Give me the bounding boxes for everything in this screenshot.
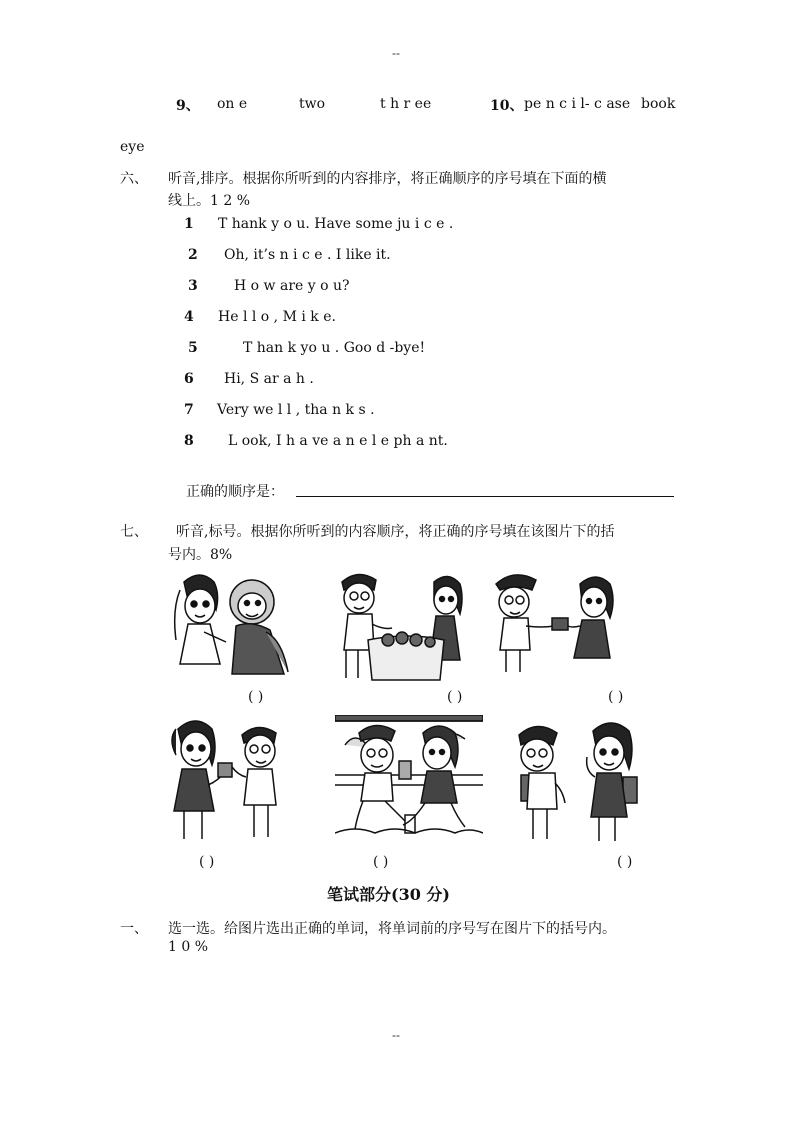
q10-number: 10、 [490, 98, 524, 114]
header-dashes: -- [392, 46, 400, 60]
q10-word-1: pe n c i l- c ase [524, 96, 631, 112]
written-part-title: 笔试部分(30 分) [327, 885, 450, 904]
sentence-3-text: H o w are y o u? [234, 278, 350, 294]
section6-instruction-line1: 听音,排序。根据你所听到的内容排序，将正确顺序的序号填在下面的横 [168, 171, 607, 187]
sentence-8-number: 8 [184, 433, 194, 449]
sentence-5-number: 5 [188, 340, 198, 356]
q9-word-1: on e [217, 96, 248, 112]
answer-paren-4[interactable]: ( ) [199, 854, 215, 870]
answer-paren-1[interactable]: ( ) [248, 689, 264, 705]
sentence-4-number: 4 [184, 309, 194, 325]
answer-paren-5[interactable]: ( ) [373, 854, 389, 870]
answer-blank-line[interactable] [296, 496, 674, 497]
picture-girl-shows-toy [166, 715, 301, 845]
sentence-1-number: 1 [184, 216, 194, 232]
section1-instruction-line2: 1 0 % [168, 939, 209, 955]
section7-instruction-line1: 听音,标号。根据你所听到的内容顺序，将正确的序号填在该图片下的括 [176, 524, 615, 540]
footer-dashes: -- [392, 1028, 400, 1042]
sentence-7-number: 7 [184, 402, 194, 418]
section6-label: 六、 [120, 171, 148, 187]
sentence-6-number: 6 [184, 371, 194, 387]
sentence-3-number: 3 [188, 278, 198, 294]
picture-girl-and-lion [166, 570, 296, 678]
sentence-8-text: L ook, I h a ve a n e l e ph a nt. [228, 433, 448, 449]
q10-word-eye: eye [120, 139, 145, 155]
sentence-2-text: Oh, it’s n i c e . I like it. [224, 247, 391, 263]
picture-boy-girl-at-table [332, 570, 472, 685]
q9-word-3: t h r ee [380, 96, 432, 112]
answer-paren-2[interactable]: ( ) [447, 689, 463, 705]
picture-boy-gives-gift [490, 570, 630, 675]
picture-kids-with-backpacks [515, 715, 640, 845]
sentence-4-text: He l l o , M i k e. [218, 309, 336, 325]
sentence-2-number: 2 [188, 247, 198, 263]
q9-word-2: two [299, 96, 326, 112]
section1-label: 一、 [120, 921, 148, 937]
sentence-1-text: T hank y o u. Have some ju i c e . [218, 216, 454, 232]
answer-paren-3[interactable]: ( ) [608, 689, 624, 705]
section7-label: 七、 [120, 524, 148, 540]
sentence-7-text: Very we l l , tha n k s . [217, 402, 375, 418]
section6-instruction-line2: 线上。1 2 % [168, 193, 251, 209]
q9-number: 9、 [176, 98, 200, 114]
sentence-5-text: T han k yo u . Goo d -bye! [243, 340, 426, 356]
section7-instruction-line2: 号内。8% [168, 547, 233, 563]
q10-word-2: book [641, 96, 676, 112]
section1-instruction-line1: 选一选。给图片选出正确的单词，将单词前的序号写在图片下的括号内。 [168, 921, 616, 937]
answer-paren-6[interactable]: ( ) [617, 854, 633, 870]
answer-label: 正确的顺序是： [186, 484, 284, 500]
picture-picnic-scene [335, 715, 483, 840]
sentence-6-text: Hi, S ar a h . [224, 371, 314, 387]
